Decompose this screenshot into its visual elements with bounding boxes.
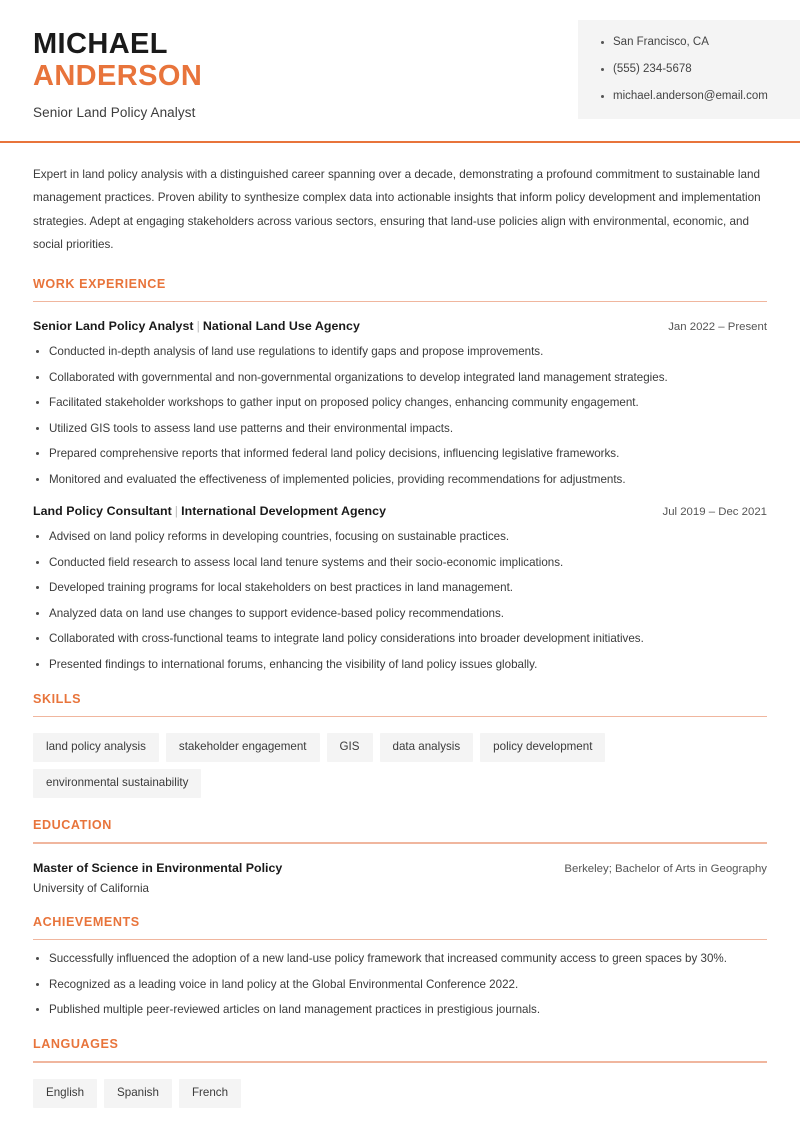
list-item: Analyzed data on land use changes to support evidence-based policy recommendations. [33,606,767,621]
experience-entry [33,319,767,487]
education-school: University of California [33,881,149,895]
contact-item-email[interactable]: michael.anderson@email.com [600,90,780,104]
header-divider [0,141,800,143]
list-item: Conducted field research to assess local land tenure systems and their socio-economic implications. [33,555,767,570]
experience-entry [33,504,767,672]
education-entry-header [33,861,767,875]
experience-title-line [33,319,360,333]
section-skills [33,692,767,798]
section-achievements [33,915,767,1018]
last-name: ANDERSON [33,60,203,93]
experience-entry-header [33,504,767,518]
contact-item-phone: (555) 234-5678 [600,63,780,77]
list-item: Developed training programs for local stakeholders on best practices in land management. [33,580,767,595]
section-rule [33,301,767,303]
section-education [33,818,767,895]
experience-title-line [33,504,386,518]
education-extra: Berkeley; Bachelor of Arts in Geography [564,862,767,875]
title-separator: | [174,503,179,518]
list-item: Recognized as a leading voice in land policy at the Global Environmental Conference 2022. [33,977,767,992]
language-chip: English [33,1079,97,1108]
list-item: Successfully influenced the adoption of a new land-use policy framework that increased community access to green spaces by 30%. [33,951,767,966]
experience-bullets [33,529,767,672]
skill-chip: GIS [327,733,373,762]
first-name: MICHAEL [33,28,168,60]
experience-bullets [33,344,767,487]
experience-date: Jan 2022 – Present [668,321,767,334]
header-identity [0,20,202,120]
education-degree: Master of Science in Environmental Policy [33,860,283,875]
experience-role: Senior Land Policy Analyst [33,319,194,334]
list-item: Monitored and evaluated the effectiveness of implemented policies, providing recommendations for adjustments. [33,472,767,487]
section-rule [33,1061,767,1063]
contact-list [600,36,780,103]
experience-entry-header [33,319,767,333]
list-item: Prepared comprehensive reports that informed federal land policy decisions, influencing legislative frameworks. [33,446,767,461]
section-title-achievements: ACHIEVEMENTS [33,914,140,929]
language-chip: French [179,1079,241,1108]
title-separator: | [196,319,200,334]
skill-chip: policy development [480,733,605,762]
list-item: Collaborated with governmental and non-governmental organizations to develop integrated land management strategies. [33,370,767,385]
achievements-bullets [33,951,767,1017]
resume-body [0,163,800,1108]
experience-company: International Development Agency [181,503,387,518]
section-languages [33,1037,767,1107]
list-item: Collaborated with cross-functional teams to integrate land policy considerations into broader development initiatives. [33,631,767,646]
section-title-education: EDUCATION [33,818,112,833]
section-work-experience [33,277,767,672]
skill-chip: land policy analysis [33,733,159,762]
skills-chip-list [33,733,767,798]
list-item: Utilized GIS tools to assess land use patterns and their environmental impacts. [33,421,767,436]
languages-chip-list [33,1079,767,1108]
list-item: Facilitated stakeholder workshops to gather input on proposed policy changes, enhancing community engagement. [33,395,767,410]
list-item: Presented findings to international forums, enhancing the visibility of land policy issues globally. [33,657,767,672]
list-item: Published multiple peer-reviewed articles on land management practices in prestigious journals. [33,1002,767,1017]
section-rule [33,842,767,844]
skill-chip: data analysis [380,733,474,762]
section-title-skills: SKILLS [33,691,82,706]
contact-panel [578,20,800,119]
skill-chip: environmental sustainability [33,769,201,798]
section-rule [33,939,767,941]
list-item: Advised on land policy reforms in developing countries, focusing on sustainable practices. [33,529,767,544]
education-entry [33,861,767,895]
section-rule [33,716,767,718]
contact-item-location: San Francisco, CA [600,36,780,50]
list-item: Conducted in-depth analysis of land use regulations to identify gaps and propose improvements. [33,344,767,359]
skill-chip: stakeholder engagement [166,733,320,762]
language-chip: Spanish [104,1079,172,1108]
experience-date: Jul 2019 – Dec 2021 [662,505,767,518]
header-job-title: Senior Land Policy Analyst [33,104,196,120]
experience-role: Land Policy Consultant [33,503,172,518]
section-title-languages: LANGUAGES [33,1037,119,1052]
section-title-work-experience: WORK EXPERIENCE [33,276,166,291]
professional-summary: Expert in land policy analysis with a distinguished career spanning over a decade, demonstrating a profound commitment to sustainable land management practices. Proven ability to synthesize complex data into actionable insights that inform policy development and implementation strategies. Adept at engaging stakeholders across various sectors, ensuring that land-use policies align with environmental, economic, and social priorities. [33,167,761,252]
resume-header [0,0,800,120]
experience-company: National Land Use Agency [202,319,360,334]
